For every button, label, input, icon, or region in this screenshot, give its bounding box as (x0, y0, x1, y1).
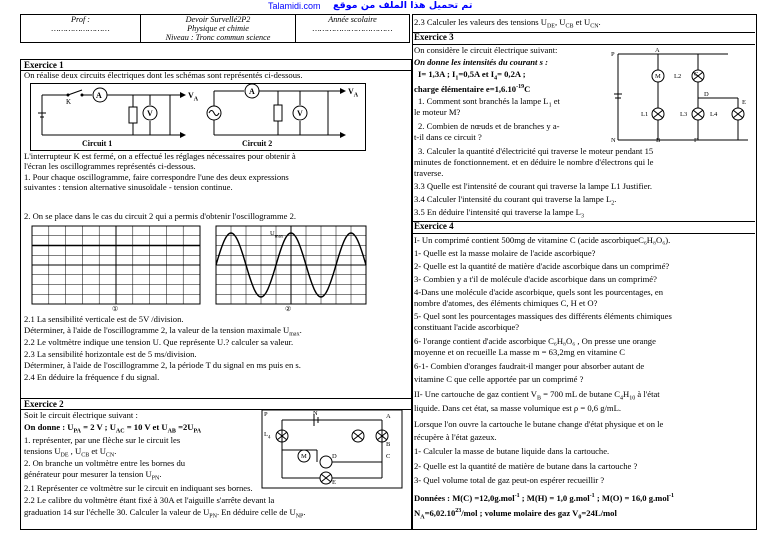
l13-text: II- Une cartouche de gaz contient V (414, 389, 537, 399)
ex4-l21 (414, 507, 617, 523)
l20-sup2: -1 (589, 493, 595, 499)
school-year-label: Année scolaire (328, 15, 377, 24)
prof-dots: …………………… (51, 24, 110, 33)
q23-sub1: DE (546, 23, 555, 30)
q22b-text: graduation 14 sur l'échelle 30. Calculer la valeur de U (24, 507, 210, 517)
l21-sup: 23 (455, 508, 462, 514)
ex3-label-L4: L4 (710, 111, 718, 118)
values-sub1: 1 (455, 75, 459, 82)
ex1-p5: 2. On se place dans le cas du circuit 2 qui a permis d'obtenir l'oscillogramme 2. (24, 211, 297, 221)
ex4-l18: 2- Quelle est la quantité de matière de butane dans la cartouche ? (414, 461, 638, 471)
q23-sub3: CN (590, 23, 599, 30)
ex2-label-E: E (332, 479, 336, 486)
l20-sup: -1 (514, 493, 520, 499)
charge-end: C (524, 83, 531, 94)
l13-sub: B (536, 395, 541, 402)
ex4-l12: vitamine C que celle apportée par un comprimé ? (414, 374, 584, 384)
va-sub: A (193, 96, 199, 103)
ex3-label-P: P (611, 51, 615, 58)
ex1-q23: 2.3 La sensibilité horizontale est de 5 ms/division. (24, 349, 197, 359)
ex2-circuit-diagram (262, 410, 402, 488)
umax-text: U (270, 230, 275, 237)
ex3-label-B: B (656, 137, 661, 144)
charge-text: charge élémentaire e=1,6.10 (414, 83, 517, 94)
q21b-text: Déterminer, à l'aide de l'oscillogramme 2, la valeur de la tension maximale U (24, 325, 290, 335)
l20-mid2: ; M(O) = 16,0 g.mol (594, 492, 670, 503)
values-sub2: 4 (494, 75, 498, 82)
ex2-label-M: M (301, 453, 307, 460)
donne-sub4: PA (193, 428, 202, 435)
ex4-l8: constituant l'acide ascorbique? (414, 322, 520, 332)
ex4-l5: 4-Dans une molécule d'acide ascorbique, quels sont les pourcentages, en (414, 287, 664, 297)
values-text: I= 1,3A ; I (418, 69, 456, 79)
l20-mid: ; M(H) = 1,0 g.mol (519, 492, 590, 503)
ex4-l3: 2- Quelle est la quantité de matière d'acide ascorbique dans un comprimé? (414, 261, 670, 271)
ex4-l15: Lorsque l'on ouvre la cartouche le butane change d'état physique et on le (414, 419, 664, 429)
ex3-charge (414, 83, 530, 94)
q1b-text: tensions U (24, 446, 61, 456)
ex4-l11: 6-1- Combien d'oranges faudrait-il manger pour absorber autant de (414, 361, 645, 371)
va-text-2: V (348, 87, 354, 96)
l13-end: à l'état (635, 389, 660, 399)
ex4-l13 (414, 390, 660, 404)
ex3-q1b: le moteur M? (414, 107, 461, 117)
ex2-label-P: P (264, 411, 268, 418)
l13-sub2: 4 (619, 395, 623, 402)
ex3-values (418, 70, 526, 84)
values-mid: =0,5A et I (458, 69, 495, 79)
ex3-q3b: minutes de fonctionnement. et en déduire le nombre d'électrons qui le (414, 157, 654, 167)
ex4-l6: nombre d'atomes, des éléments chimiques C, H et O? (414, 298, 598, 308)
q22b-end: . (303, 507, 306, 517)
ammeter-1-label: A (96, 91, 102, 100)
ex2-label-D: D (332, 453, 337, 460)
l21-text: N (414, 507, 421, 518)
voltmeter-2-label: V (297, 109, 303, 118)
ex1-p2: l'écran les oscillogrammes représentés ci-dessous. (24, 161, 196, 171)
exercise-3-title: Exercice 3 (414, 32, 454, 42)
ex1-q22: 2.2 Le voltmètre indique une tension U. Que représente U.? calculer sa valeur. (24, 337, 294, 347)
circuit-1-diagram (30, 83, 200, 149)
ex3-label-N: N (611, 137, 616, 144)
ex2-q23-line (414, 18, 601, 32)
l21-end: /mol ; volume molaire des gaz V (461, 507, 579, 518)
ammeter-2-label: A (249, 87, 255, 96)
ex1-q24: 2.4 En déduire la fréquence f du signal. (24, 372, 160, 382)
charge-sup: -19 (516, 84, 525, 90)
ex2-q21: 2.1 Représenter ce voltmètre sur le circuit en indiquant ses bornes. (24, 483, 253, 493)
q35-sub: 3 (580, 213, 584, 220)
ex3-circuit-diagram (608, 48, 752, 144)
ex3-donne: On donne les intensités du courant s : (414, 57, 548, 67)
q1b-sub3: CN (105, 452, 115, 459)
osc2-label: ② (285, 305, 292, 313)
ex2-q1a: 1. représenter, par une flèche sur le circuit les (24, 435, 181, 445)
va-text: V (188, 91, 194, 100)
ex3-label-F: F (694, 137, 698, 144)
ex4-l1: I- Un comprimé contient 500mg de vitamine C (acide ascorbiqueC₆H₈O₆). (414, 235, 671, 245)
l4-text: L (264, 431, 268, 438)
va-sub-2: A (353, 92, 359, 99)
va-label-1 (188, 91, 198, 105)
circuit-2-caption: Circuit 2 (242, 139, 273, 148)
umax-mark (270, 229, 283, 242)
q1b-mid2: et U (89, 446, 106, 456)
ex3-q3c: traverse. (414, 168, 444, 178)
q34-end: . (614, 194, 617, 204)
ex4-l20 (414, 492, 674, 503)
ex3-q2a: 2. Combien de nœuds et de branches y a- (418, 121, 560, 131)
q1a-sub: 1 (548, 102, 552, 109)
l13-sub3: 10 (629, 395, 636, 402)
donne-v3: =2U (175, 422, 194, 432)
q2b-sub: PN (151, 475, 160, 482)
site-arabic-banner: تم تحميل هذا الملف من موقع (333, 0, 473, 11)
ex2-q22a: 2.2 Le calibre du voltmètre étant fixé à 30A et l'aiguille s'arrête devant la (24, 495, 275, 505)
ex4-l2: 1- Quelle est la masse molaire de l'acide ascorbique? (414, 248, 596, 258)
ex3-label-C: C (694, 71, 699, 78)
donne-sub3: AB (167, 428, 176, 435)
header-table (20, 14, 410, 43)
ex4-l19: 3- Quel volume total de gaz peut-on espérer recueillir ? (414, 475, 605, 485)
ex3-q33: 3.3 Quelle est l'intensité de courant qui traverse la lampe L1 Justifier. (414, 181, 653, 191)
ex3-q2b: t-il dans ce circuit ? (414, 132, 482, 142)
q22b-mid: . En déduire celle de U (216, 507, 296, 517)
ex4-l4: 3- Combien y a t'il de molécule d'acide ascorbique dans un comprimé? (414, 274, 657, 284)
ex1-q21: 2.1 La sensibilité verticale est de 5V /division. (24, 314, 184, 324)
q22b-sub: PN (209, 513, 217, 520)
q2b-text: générateur pour mesurer la tension U (24, 469, 152, 479)
subject: Physique et chimie (187, 24, 249, 33)
q21b-sub: max (289, 331, 300, 338)
donne-text: On donne : U (24, 422, 74, 432)
ex1-p4: suivantes : tension alternative sinusoïdale - tension continue. (24, 182, 233, 192)
ex4-l9: 6- l'orange contient d'acide ascorbique C₆H₈O₆ , On presse une orange (414, 336, 656, 346)
ex3-label-E: E (742, 99, 746, 106)
ex4-l16: récupère à l'état gazeux. (414, 432, 497, 442)
ex4-l10: moyenne et on recueille La masse m = 63,2mg en vitamine C (414, 347, 626, 357)
va-label-2 (348, 87, 358, 101)
ex2-label-A: A (386, 413, 391, 420)
q23-mid: , U (554, 17, 566, 27)
ex3-q3a: 3. Calculer la quantité d'électricité qui traverse le moteur pendant 15 (418, 146, 654, 156)
ex1-intro: On réalise deux circuits électriques dont les schémas sont représentés ci-dessous. (24, 70, 303, 80)
ex3-divider (412, 32, 755, 33)
ex1-p1: L'interrupteur K est fermé, on a effectué les réglages nécessaires pour obtenir à (24, 151, 296, 161)
ex2-label-N: N (313, 410, 318, 417)
ex2-label-L4 (264, 430, 270, 443)
ex2-q2a: 2. On branche un voltmètre entre les bornes du (24, 458, 186, 468)
ex2-label-B: B (386, 441, 391, 448)
ex3-label-D: D (704, 91, 709, 98)
osc1-label: ① (112, 305, 119, 313)
ex3-label-L2: L2 (674, 73, 682, 80)
l21-sub2: 0 (578, 514, 582, 521)
exercise-1-title: Exercice 1 (21, 60, 411, 71)
donne-v2: = 10 V et U (124, 422, 168, 432)
devoir-title: Devoir Survellé2P2 (185, 15, 251, 24)
circuit-2-diagram (200, 83, 364, 149)
oscillogram-1 (32, 226, 200, 304)
ex2-q2b (24, 470, 162, 484)
values-end: = 0,2A ; (497, 69, 526, 79)
site-name[interactable]: Talamidi.com (268, 1, 321, 11)
q1b-mid: , U (68, 446, 82, 456)
l20-sup3: -1 (669, 493, 675, 499)
q22b-sub2: NP (295, 513, 304, 520)
l13-mid: = 700 mL de butane C (540, 389, 620, 399)
ex3-q35 (414, 208, 584, 222)
q23-mid2: et U (573, 17, 591, 27)
ex2-q22b (24, 508, 306, 522)
l21-end2: =24L/mol (581, 507, 617, 518)
ex3-label-M: M (655, 73, 661, 80)
ex4-divider (412, 221, 755, 222)
q23-sub2: CB (565, 23, 574, 30)
l21-sub: A (420, 514, 425, 521)
ex4-title-rule (412, 233, 755, 234)
donne-sub2: AC (115, 428, 125, 435)
q2b-end: . (159, 469, 162, 479)
donne-sub1: PA (73, 428, 81, 435)
ex3-label-A: A (655, 47, 660, 54)
q34-sub: 2 (611, 200, 615, 207)
l21-mid: =6,02.10 (424, 507, 456, 518)
l13-mid2: H (622, 389, 630, 399)
prof-label: Prof : (70, 15, 91, 24)
umax-sub: max (274, 234, 284, 240)
l20-text: Données : M(C) =12,0g.mol (414, 492, 515, 503)
circuit-1-caption: Circuit 1 (82, 139, 113, 148)
exercise-2-title: Exercice 2 (21, 399, 411, 410)
donne-v1: = 2 V ; U (81, 422, 116, 432)
l4-sub: 4 (267, 435, 271, 441)
q23-text: 2.3 Calculer les valeurs des tensions U (414, 17, 547, 27)
q35-text: 3.5 En déduire l'intensité qui traverse la lampe L (414, 207, 581, 217)
school-year-dots: …………………………… (312, 24, 393, 33)
voltmeter-1-label: V (147, 109, 153, 118)
q1b-sub1: DE (60, 452, 69, 459)
q1a-text: 1. Comment sont branchés la lampe L (418, 96, 549, 106)
q1b-end: . (114, 446, 117, 456)
q1a-end: et (551, 96, 560, 106)
ex1-p3: 1. Pour chaque oscillogramme, faire correspondre l'une des deux expressions (24, 172, 289, 182)
exercise-4-title: Exercice 4 (414, 221, 454, 231)
ex4-l17: 1- Calculer la masse de butane liquide dans la cartouche. (414, 446, 610, 456)
q23-end: . (598, 17, 601, 27)
q21b-end: . (299, 325, 302, 335)
level: Niveau : Tronc commun science (165, 33, 271, 42)
ex4-l14: liquide. Dans cet état, sa masse volumique est ρ = 0,6 g/mL. (414, 403, 621, 413)
ex2-label-C: C (386, 453, 391, 460)
ex2-intro: Soit le circuit électrique suivant : (24, 410, 138, 420)
ex3-label-L1: L1 (641, 111, 649, 118)
q34-text: 3.4 Calculer l'intensité du courant qui traverse la lampe L (414, 194, 612, 204)
switch-k-label: K (66, 98, 72, 106)
ex4-l7: 5- Quel sont les pourcentages massiques des différents éléments chimiques (414, 311, 672, 321)
oscillogram-2 (216, 226, 366, 304)
ex3-label-L3: L3 (680, 111, 688, 118)
ex1-q23b: Déterminer, à l'aide de l'oscillogramme 2, la période T du signal en ms puis en s. (24, 360, 301, 370)
q1b-sub2: CB (81, 452, 90, 459)
ex3-intro: On considère le circuit électrique suivant: (414, 45, 558, 55)
